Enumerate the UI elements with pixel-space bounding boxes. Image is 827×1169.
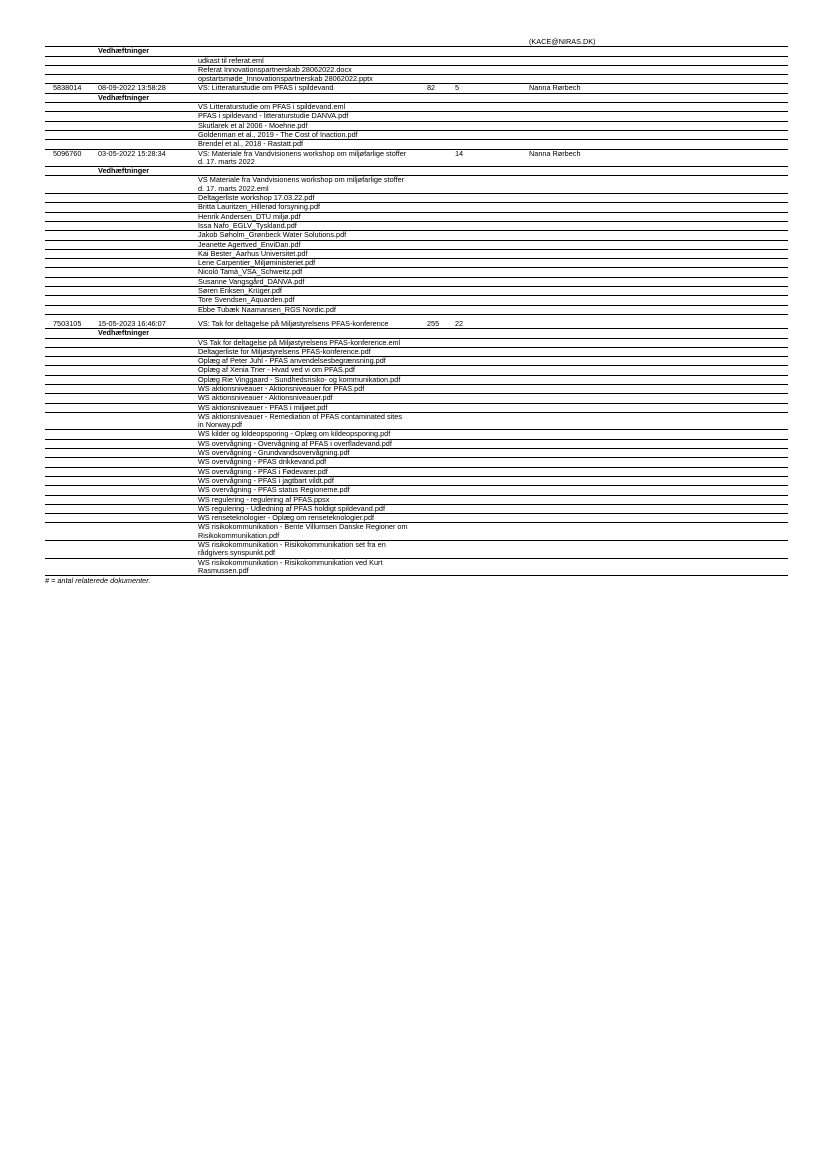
record-count-1: 255 bbox=[427, 318, 440, 328]
attachments-label: Vedhæftninger bbox=[98, 46, 150, 56]
attachment-row bbox=[45, 296, 788, 305]
record-person: Nanna Rørbech bbox=[529, 148, 581, 158]
record-rows bbox=[45, 47, 788, 576]
attachment-filename: Oplæg af Peter Juhl - PFAS anvendelsesbegrænsning.pdf bbox=[198, 356, 386, 366]
attachment-filename: WS aktionsniveauer - PFAS i miljøet.pdf bbox=[198, 402, 328, 412]
attachment-row bbox=[45, 112, 788, 121]
attachment-filename: opstartsmøde_Innovationspartnerskab 28062022.pptx bbox=[198, 74, 373, 84]
footnote: # = antal relaterede dokumenter. bbox=[45, 576, 151, 586]
attachment-row bbox=[45, 385, 788, 394]
record-date: 08-09-2022 13:58:28 bbox=[98, 83, 166, 93]
attachment-row bbox=[45, 514, 788, 523]
attachment-row bbox=[45, 57, 788, 66]
attachment-row bbox=[45, 413, 788, 431]
attachments-label-row bbox=[45, 94, 788, 103]
attachment-filename: Nicolò Tamà_VSA_Schweitz.pdf bbox=[198, 267, 303, 277]
record-row bbox=[45, 320, 788, 329]
record-date: 03-05-2022 15:28:34 bbox=[98, 148, 166, 158]
attachment-filename: Goldenman et al., 2019 - The Cost of Inaction.pdf bbox=[198, 129, 358, 139]
attachment-filename: PFAS i spildevand - litteraturstudie DANVA.pdf bbox=[198, 111, 349, 121]
attachment-filename: WS renseteknologier - Oplæg om renseteknologier.pdf bbox=[198, 513, 375, 523]
attachment-filename: WS risikokommunikation - Bente Villumsen Danske Regioner om Risikokommunikation.pdf bbox=[198, 522, 408, 540]
attachment-row bbox=[45, 440, 788, 449]
attachment-row bbox=[45, 458, 788, 467]
attachment-row bbox=[45, 541, 788, 559]
attachment-row bbox=[45, 103, 788, 112]
attachment-row bbox=[45, 241, 788, 250]
attachment-filename: Lene Carpentier_Miljøministeriet.pdf bbox=[198, 258, 316, 268]
attachment-row bbox=[45, 366, 788, 375]
attachments-label: Vedhæftninger bbox=[98, 92, 150, 102]
attachment-row bbox=[45, 505, 788, 514]
attachment-row bbox=[45, 486, 788, 495]
attachments-label: Vedhæftninger bbox=[98, 166, 150, 176]
attachment-row bbox=[45, 231, 788, 240]
attachment-filename: WS aktionsniveauer - Aktionsniveauer for PFAS.pdf bbox=[198, 383, 365, 393]
record-id: 5096760 bbox=[53, 148, 82, 158]
attachment-filename: Deltagerliste workshop 17.03.22.pdf bbox=[198, 193, 315, 203]
record-id: 5838014 bbox=[53, 83, 82, 93]
attachment-row bbox=[45, 222, 788, 231]
record-title: VS: Tak for deltagelse på Miljøstyrelsens PFAS-konference bbox=[198, 318, 389, 328]
attachment-filename: Oplæg Rie Vinggaard - Sundhedsrisiko- og kommunikation.pdf bbox=[198, 374, 401, 384]
attachment-filename: WS aktionsniveauer - Aktionsniveauer.pdf bbox=[198, 393, 333, 403]
attachment-row bbox=[45, 339, 788, 348]
attachment-row bbox=[45, 496, 788, 505]
attachment-filename: WS aktionsniveauer - Remediation of PFAS contaminated sites in Norway.pdf bbox=[198, 411, 403, 430]
attachment-row bbox=[45, 357, 788, 366]
attachment-filename: Brendel et al., 2018 - Rastatt.pdf bbox=[198, 139, 304, 149]
attachment-row bbox=[45, 449, 788, 458]
attachment-row bbox=[45, 287, 788, 296]
attachments-label: Vedhæftninger bbox=[98, 328, 150, 338]
record-date: 15-05-2023 16:46:07 bbox=[98, 318, 166, 328]
attachment-filename: VS Materiale fra Vandvisionens workshop om miljøfarlige stoffer d. 17. marts 2022.eml bbox=[198, 175, 405, 193]
attachment-filename: VS Litteraturstudie om PFAS i spildevand.eml bbox=[198, 102, 346, 112]
attachment-row bbox=[45, 477, 788, 486]
attachment-filename: WS risikokommunikation - Risikokommunikation ved Kurt Rasmussen.pdf bbox=[198, 557, 383, 575]
contact-email: (KACE@NIRAS.DK) bbox=[529, 37, 596, 46]
record-title: VS: Materiale fra Vandvisionens workshop om miljøfarlige stoffer d. 17. marts 2022 bbox=[198, 148, 407, 166]
attachments-label-row bbox=[45, 167, 788, 176]
attachment-row bbox=[45, 376, 788, 385]
attachment-filename: Tore Svendsen_Aquarden.pdf bbox=[198, 295, 295, 305]
document-table bbox=[45, 38, 788, 586]
record-id: 7503105 bbox=[53, 318, 82, 328]
attachment-row bbox=[45, 404, 788, 413]
attachment-row bbox=[45, 250, 788, 259]
attachment-row bbox=[45, 131, 788, 140]
attachment-filename: Jakob Søholm_Grønbeck Water Solutions.pdf bbox=[198, 230, 347, 240]
attachment-filename: WS overvågning - PFAS i Fødevarer.pdf bbox=[198, 466, 328, 476]
record-count-2: 22 bbox=[455, 318, 464, 328]
record-count-1 bbox=[413, 150, 451, 167]
attachment-filename: Søren Eriksen_Krüger.pdf bbox=[198, 286, 282, 296]
attachment-row bbox=[45, 468, 788, 477]
attachment-row bbox=[45, 394, 788, 403]
attachment-filename: Ebbe Tubæk Naamansen_RGS Nordic.pdf bbox=[198, 304, 336, 314]
record-count-2: 5 bbox=[455, 83, 460, 93]
attachment-filename: VS Tak for deltagelse på Miljøstyrelsens PFAS-konference.eml bbox=[198, 337, 401, 347]
record-row bbox=[45, 150, 788, 168]
attachment-row bbox=[45, 306, 788, 315]
header-row bbox=[45, 38, 788, 47]
attachment-row bbox=[45, 268, 788, 277]
attachment-filename: WS overvågning - Overvågning af PFAS i overfladevand.pdf bbox=[198, 438, 392, 448]
attachment-filename: WS overvågning - Grundvandsovervågning.pdf bbox=[198, 448, 350, 458]
attachment-row bbox=[45, 203, 788, 212]
record-title: VS: Litteraturstudie om PFAS i spildevand bbox=[198, 83, 334, 93]
attachment-row bbox=[45, 523, 788, 541]
record-person bbox=[529, 320, 788, 328]
attachments-label-row bbox=[45, 47, 788, 56]
record-person: Nanna Rørbech bbox=[529, 83, 581, 93]
attachment-filename: Referat Innovationspartnerskab 28062022.docx bbox=[198, 64, 352, 74]
attachment-row bbox=[45, 259, 788, 268]
attachment-row bbox=[45, 66, 788, 75]
attachment-filename: Deltagerliste for Miljøstyrelsens PFAS-konference.pdf bbox=[198, 346, 371, 356]
attachment-row bbox=[45, 176, 788, 194]
attachment-filename: WS kilder og kildeopsporing - Oplæg om kildeopsporing.pdf bbox=[198, 429, 391, 439]
attachment-filename: Susanne Vangsgård_DANVA.pdf bbox=[198, 276, 305, 286]
attachment-filename: WS overvågning - PFAS status Regioneme.pdf bbox=[198, 485, 350, 495]
attachment-filename: Britta Lauritzen_Hillerød forsyning.pdf bbox=[198, 202, 321, 212]
attachment-filename: Issa Nafo_EGLV_Tyskland.pdf bbox=[198, 220, 297, 230]
attachment-row bbox=[45, 194, 788, 203]
record-count-2: 14 bbox=[455, 148, 464, 158]
attachment-row bbox=[45, 559, 788, 577]
attachment-filename: WS overvågning - PFAS i jagtbart vildt.pdf bbox=[198, 475, 334, 485]
attachments-label-row bbox=[45, 329, 788, 338]
attachment-row bbox=[45, 278, 788, 287]
attachment-row bbox=[45, 348, 788, 357]
attachment-filename: Skutlarek et al 2006 - Moehne.pdf bbox=[198, 120, 308, 130]
record-count-1: 82 bbox=[427, 83, 436, 93]
attachment-filename: WS regulering - regulering af PFAS.ppsx bbox=[198, 494, 330, 504]
attachment-filename: WS risikokommunikation - Risikokommunikation set fra en rådgivers synspunkt.pdf bbox=[198, 540, 386, 558]
attachment-filename: Henrik Andersen_DTU miljø.pdf bbox=[198, 211, 301, 221]
attachment-filename: Kai Bester_Aarhus Universitet.pdf bbox=[198, 248, 308, 258]
attachment-filename: Oplæg af Xenia Trier - Hvad ved vi om PFAS.pdf bbox=[198, 365, 355, 375]
attachment-filename: WS overvågning - PFAS drikkevand.pdf bbox=[198, 457, 327, 467]
attachment-row bbox=[45, 430, 788, 439]
attachment-filename: WS regulering - Udledning af PFAS holdigt spildevand.pdf bbox=[198, 503, 385, 513]
attachment-row bbox=[45, 122, 788, 131]
attachment-filename: udkast til referat.eml bbox=[198, 55, 264, 65]
attachment-filename: Jeanette Agertved_EnviDan.pdf bbox=[198, 239, 301, 249]
attachment-row bbox=[45, 213, 788, 222]
record-row bbox=[45, 84, 788, 93]
